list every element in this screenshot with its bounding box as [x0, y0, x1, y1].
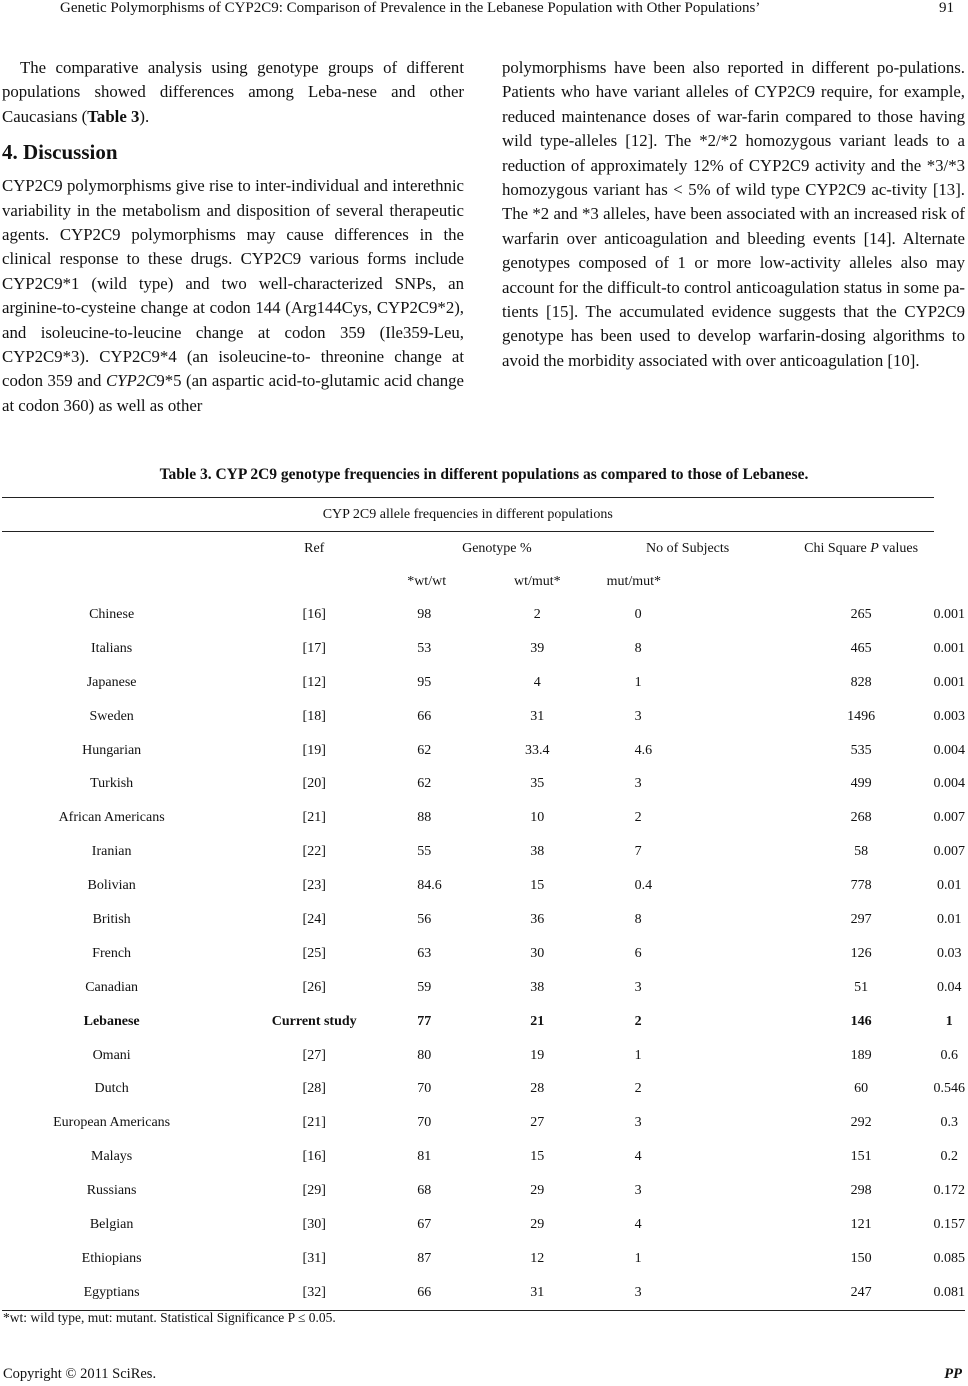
p-value-cell: 0.2 — [940, 1149, 958, 1165]
subjects-cell: 150 — [850, 1250, 872, 1266]
population-cell: British — [92, 911, 131, 927]
population-cell: Japanese — [86, 674, 137, 690]
ref-cell: [27] — [302, 1047, 326, 1063]
subjects-cell: 828 — [850, 674, 872, 690]
table-row — [2, 869, 965, 903]
wtmut-cell: 10 — [530, 810, 545, 826]
mutmut-cell: 6 — [634, 945, 642, 961]
table-row — [2, 734, 965, 768]
p-value-cell: 0.001 — [933, 674, 965, 690]
table-row — [2, 767, 965, 801]
wtwt-cell: 95 — [417, 674, 432, 690]
table-row — [2, 598, 965, 632]
subjects-cell: 297 — [850, 911, 872, 927]
population-cell: Ethiopians — [81, 1250, 142, 1266]
population-cell: French — [92, 945, 132, 961]
table-row — [2, 903, 965, 937]
ref-cell: [26] — [302, 979, 326, 995]
subjects-cell: 778 — [850, 878, 872, 894]
wtwt-cell: 56 — [417, 911, 432, 927]
table-row — [2, 1140, 965, 1174]
wtmut-cell: 29 — [530, 1216, 545, 1232]
discussion-paragraph: CYP2C9 polymorphisms give rise to inter-individual and interethnic variability in the metabolism and disposition of several therapeutic agents. CYP2C9 polymorphisms may cause differences in the clinical response to these drugs. CYP2C9 various forms include CYP2C9*1 (wild type) and two well-characterized SNPs, an arginine-to-cysteine change at codon 144 (Arg144Cys, CYP2C9*2), and isoleucine-to-leucine change at codon 359 (Ile359-Leu, CYP2C9*3). CYP2C9*4 (an isoleucine-to- threonine change at codon 359 and CYP2C9*5 (an aspartic acid-to-glutamic acid change at codon 360) as well as other — [2, 176, 464, 415]
subjects-cell: 51 — [854, 979, 869, 995]
table-row — [2, 1242, 965, 1276]
wtwt-cell: 62 — [417, 742, 432, 758]
right-column — [502, 56, 965, 373]
ref-cell: [17] — [302, 640, 326, 656]
wtmut-cell: 12 — [530, 1250, 545, 1266]
wtmut-cell: 29 — [530, 1183, 545, 1199]
wtwt-cell: 70 — [417, 1081, 432, 1097]
ref-cell: [32] — [221, 1276, 407, 1310]
mutmut-cell: 3 — [634, 979, 642, 995]
mutmut-cell: 8 — [634, 911, 642, 927]
p-value-cell: 0.003 — [933, 708, 965, 724]
section-heading: 4. Discussion — [2, 140, 118, 165]
wtwt-cell: 98 — [417, 606, 432, 622]
table-caption: Table 3. CYP 2C9 genotype frequencies in different populations as compared to those of Lebanese. — [159, 466, 809, 483]
wtwt-cell: 53 — [417, 640, 432, 656]
ref-cell: [31] — [302, 1250, 326, 1266]
table-row — [2, 1276, 965, 1310]
wtmut-cell: 15 — [530, 878, 545, 894]
population-cell: African Americans — [58, 810, 165, 826]
ref-cell: [30] — [302, 1216, 326, 1232]
mutmut-cell: 4 — [634, 1216, 642, 1232]
wtmut-cell: 28 — [530, 1081, 545, 1097]
subjects-cell: 58 — [854, 844, 869, 860]
table-footnote: *wt: wild type, mut: mutant. Statistical Significance P ≤ 0.05. — [3, 1310, 336, 1325]
ref-cell: [24] — [302, 911, 326, 927]
ref-cell: Current study — [271, 1013, 357, 1029]
mutmut-cell: 0 — [634, 606, 642, 622]
p-value-cell: 0.004 — [933, 776, 965, 792]
wtwt-cell: 70 — [417, 1115, 432, 1131]
wtmut-cell: 2 — [533, 606, 541, 622]
population-cell: Hungarian — [82, 742, 142, 758]
wtwt-cell: 66 — [407, 1276, 488, 1310]
wtwt-cell: 77 — [417, 1013, 432, 1029]
discussion-paragraph-continued: polymorphisms have been also reported in different po-pulations. Patients who have variant alleles of CYP2C9 require, for example, reduced maintenance doses of war-farin compared to those having wild type-alleles [12]. The *2/*2 homozygous variant leads to a reduction of approximately 12% of CYP2C9 activity and the *3/*3 homozygous variant has < 5% of wild type CYP2C9 ac-tivity [13]. The *2 and *3 alleles, have been associated with an increased risk of warfarin over anticoagulation and bleeding events [14]. Alternate genotypes composed of 1 or more low-activity alleles also may account for the difficult-to control anticoagulation status in some pa-tients [15]. The accumulated evidence suggests that the CYP2C9 genotype has been used to develop warfarin-dosing algorithms to avoid the morbidity associated with over anticoagulation [10]. — [502, 58, 965, 370]
mutmut-cell: 3 — [634, 1115, 642, 1131]
wtwt-cell: 80 — [417, 1047, 432, 1063]
subjects-cell: 247 — [789, 1276, 934, 1310]
ref-cell: [29] — [302, 1183, 326, 1199]
population-cell: Sweden — [89, 708, 134, 724]
col-wtwt-header: *wt/wt — [407, 573, 447, 589]
population-cell: Italians — [91, 640, 133, 656]
wtwt-cell: 84.6 — [417, 878, 442, 894]
mutmut-cell: 2 — [634, 1081, 642, 1097]
p-value-cell: 0.3 — [940, 1115, 958, 1131]
mutmut-cell: 1 — [634, 1047, 642, 1063]
ref-cell: [19] — [302, 742, 326, 758]
table-row — [2, 1005, 965, 1039]
table-row — [2, 700, 965, 734]
ref-cell: [21] — [302, 1115, 326, 1131]
wtwt-cell: 66 — [417, 708, 432, 724]
wtmut-cell: 38 — [530, 979, 545, 995]
p-value-cell: 0.001 — [933, 606, 965, 622]
table-body — [2, 598, 965, 1310]
subjects-cell: 146 — [850, 1013, 872, 1029]
p-value-cell: 0.6 — [940, 1047, 958, 1063]
mutmut-cell: 1 — [634, 1250, 642, 1266]
mutmut-cell: 0.4 — [634, 878, 653, 894]
table-row — [2, 835, 965, 869]
ref-cell: [16] — [302, 606, 326, 622]
p-value-cell: 0.081 — [934, 1276, 966, 1310]
table-subheader-row — [2, 565, 965, 598]
subjects-cell: 126 — [850, 945, 872, 961]
p-value-cell: 0.007 — [933, 810, 965, 826]
wtmut-cell: 15 — [530, 1149, 545, 1165]
p-value-cell: 0.007 — [933, 844, 965, 860]
wtwt-cell: 81 — [417, 1149, 432, 1165]
col-mutmut-header: mut/mut* — [606, 573, 662, 589]
population-cell: Omani — [92, 1047, 131, 1063]
table-row — [2, 1072, 965, 1106]
wtwt-cell: 68 — [417, 1183, 432, 1199]
wtmut-cell: 33.4 — [525, 742, 550, 758]
table-header-row — [2, 532, 965, 566]
subjects-cell: 1496 — [847, 708, 876, 724]
table-reference: Table 3 — [87, 106, 140, 126]
wtmut-cell: 39 — [530, 640, 545, 656]
p-value-cell: 0.001 — [933, 640, 965, 656]
p-value-cell: 0.01 — [937, 911, 962, 927]
ref-cell: [16] — [302, 1149, 326, 1165]
p-value-cell: 0.01 — [937, 878, 962, 894]
wtwt-cell: 87 — [417, 1250, 432, 1266]
p-value-cell: 0.157 — [933, 1216, 965, 1232]
population-cell: Canadian — [85, 979, 139, 995]
copyright-notice: Copyright © 2011 SciRes. — [3, 1366, 157, 1382]
mutmut-cell: 8 — [634, 640, 642, 656]
table-group-header: CYP 2C9 allele frequencies in different populations — [2, 498, 934, 532]
ref-cell: [12] — [302, 674, 326, 690]
population-cell: Dutch — [94, 1081, 129, 1097]
population-cell: Egyptians — [2, 1276, 221, 1310]
subjects-cell: 189 — [850, 1047, 872, 1063]
wtwt-cell: 67 — [417, 1216, 432, 1232]
population-cell: Chinese — [89, 606, 135, 622]
subjects-cell: 151 — [850, 1149, 872, 1165]
p-value-cell: 0.546 — [933, 1081, 965, 1097]
mutmut-cell: 3 — [634, 1183, 642, 1199]
mutmut-cell: 2 — [634, 1013, 642, 1029]
mutmut-cell: 4 — [634, 1149, 642, 1165]
wtmut-cell: 35 — [530, 776, 545, 792]
wtmut-cell: 27 — [530, 1115, 545, 1131]
population-cell: Belgian — [89, 1216, 134, 1232]
population-cell: Iranian — [91, 844, 132, 860]
ref-cell: [20] — [302, 776, 326, 792]
ref-cell: [28] — [302, 1081, 326, 1097]
ref-cell: [25] — [302, 945, 326, 961]
wtmut-cell: 36 — [530, 911, 545, 927]
wtwt-cell: 88 — [417, 810, 432, 826]
population-cell: European Americans — [53, 1115, 171, 1131]
col-wtmut-header: wt/mut* — [513, 573, 561, 589]
col-ref-header: Ref — [304, 540, 325, 556]
page-number: 91 — [939, 0, 954, 16]
wtmut-cell: 38 — [530, 844, 545, 860]
table-row — [2, 666, 965, 700]
mutmut-cell: 3 — [587, 1276, 789, 1310]
subjects-cell: 292 — [850, 1115, 872, 1131]
table-row — [2, 1106, 965, 1140]
ref-cell: [18] — [302, 708, 326, 724]
table-row — [2, 1039, 965, 1073]
mutmut-cell: 4.6 — [634, 742, 653, 758]
col-genotype-header: Genotype % — [462, 540, 532, 556]
running-header — [0, 0, 968, 22]
subjects-cell: 121 — [850, 1216, 872, 1232]
mutmut-cell: 3 — [634, 708, 642, 724]
population-cell: Turkish — [90, 776, 134, 792]
wtmut-cell: 19 — [530, 1047, 545, 1063]
population-cell: Bolivian — [87, 878, 136, 894]
p-value-cell: 0.04 — [937, 979, 962, 995]
mutmut-cell: 2 — [634, 810, 642, 826]
wtmut-cell: 30 — [530, 945, 545, 961]
col-subjects-header: No of Subjects — [646, 540, 730, 556]
wtwt-cell: 55 — [417, 844, 432, 860]
mutmut-cell: 1 — [634, 674, 642, 690]
wtwt-cell: 63 — [417, 945, 432, 961]
subjects-cell: 265 — [850, 606, 872, 622]
running-title: Genetic Polymorphisms of CYP2C9: Comparison of Prevalence in the Lebanese Population with Other Populations’ — [60, 0, 761, 16]
table-row — [2, 1208, 965, 1242]
table-row — [2, 971, 965, 1005]
wtmut-cell: 31 — [488, 1276, 587, 1310]
ref-cell: [22] — [302, 844, 326, 860]
mutmut-cell: 3 — [634, 776, 642, 792]
wtwt-cell: 62 — [417, 776, 432, 792]
subjects-cell: 499 — [850, 776, 872, 792]
ref-cell: [23] — [302, 878, 326, 894]
table-row — [2, 937, 965, 971]
population-cell: Malays — [91, 1149, 133, 1165]
p-value-cell: 0.03 — [937, 945, 962, 961]
subjects-cell: 268 — [850, 810, 872, 826]
table-row — [2, 632, 965, 666]
subjects-cell: 60 — [854, 1081, 869, 1097]
p-value-cell: 0.004 — [933, 742, 965, 758]
table-group-header-row — [2, 498, 965, 532]
wtmut-cell: 31 — [530, 708, 545, 724]
p-value-cell: 0.085 — [933, 1250, 965, 1266]
population-cell: Russians — [86, 1183, 137, 1199]
subjects-cell: 298 — [850, 1183, 872, 1199]
ref-cell: [21] — [302, 810, 326, 826]
p-value-cell: 1 — [945, 1013, 953, 1029]
table-row — [2, 1174, 965, 1208]
wtmut-cell: 21 — [530, 1013, 545, 1029]
p-value-cell: 0.172 — [933, 1183, 965, 1199]
left-column — [2, 56, 464, 418]
subjects-cell: 535 — [850, 742, 872, 758]
subjects-cell: 465 — [850, 640, 872, 656]
population-cell: Lebanese — [83, 1013, 140, 1029]
col-chi-header: Chi Square P values — [804, 540, 919, 556]
mutmut-cell: 7 — [634, 844, 642, 860]
journal-code: PP — [944, 1366, 962, 1382]
results-paragraph: The comparative analysis using genotype groups of different populations showed differences among Leba-nese and other Caucasians (Table 3). — [2, 58, 464, 126]
wtmut-cell: 4 — [533, 674, 541, 690]
table-row — [2, 801, 965, 835]
genotype-table — [2, 497, 965, 1311]
wtwt-cell: 59 — [417, 979, 432, 995]
